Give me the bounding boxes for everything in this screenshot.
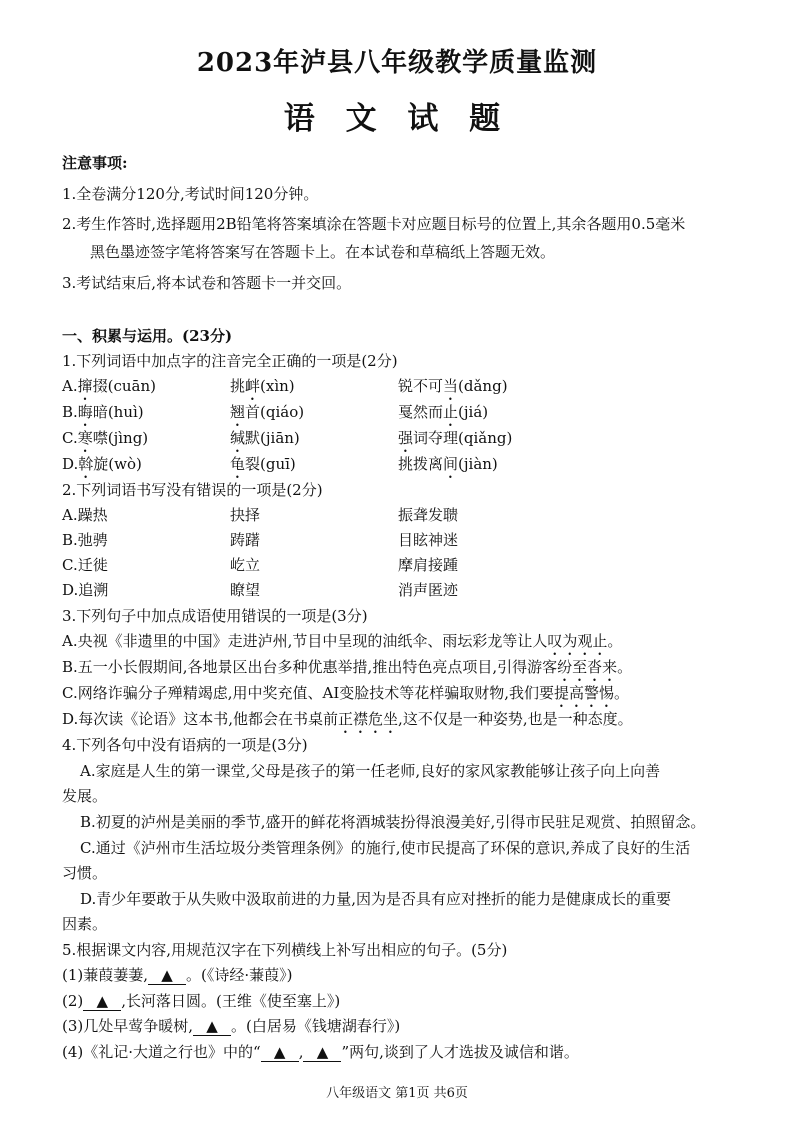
q4-option-a: A.家庭是人生的第一课堂,父母是孩子的第一任老师,良好的家风家教能够让孩子向上向善: [80, 762, 661, 780]
notice-heading: 注意事项:: [62, 154, 128, 172]
q1-option-a: A.撺掇(cuān): [62, 377, 156, 395]
q1-option-d-word2: 龟裂(guī): [230, 455, 296, 473]
q2-option-d-word2: 瞭望: [230, 581, 261, 599]
q5-line-1: (1)蒹葭萋萋, ▲ 。(《诗经·蒹葭》): [62, 966, 293, 984]
q2-stem: 2.下列词语书写没有错误的一项是(2分): [62, 481, 323, 499]
q1-stem: 1.下列词语中加点字的注音完全正确的一项是(2分): [62, 352, 398, 370]
q4-option-d: D.青少年要敢于从失败中汲取前进的力量,因为是否具有应对挫折的能力是健康成长的重要: [80, 890, 672, 908]
q1-option-d: D.斡旋(wò): [62, 455, 142, 473]
q4-option-c: C.通过《泸州市生活垃圾分类管理条例》的施行,使市民提高了环保的意识,养成了良好的生活: [80, 839, 691, 857]
q3-option-a: A.央视《非遗里的中国》走进泸州,节目中呈现的油纸伞、雨坛彩龙等让人叹为观止。: [62, 632, 623, 650]
q2-option-b-word2: 踌躇: [230, 531, 261, 549]
notice-item-3: 3.考试结束后,将本试卷和答题卡一并交回。: [62, 274, 352, 292]
q5-line-4: (4)《礼记·大道之行也》中的“ ▲ , ▲ ”两句,谈到了人才选拔及诚信和谐。: [62, 1043, 579, 1061]
q1-option-a-word3: 锐不可当(dǎng): [398, 377, 508, 395]
q1-option-b-word3: 戛然而止(jiá): [398, 403, 489, 421]
q3-option-b: B.五一小长假期间,各地景区出台多种优惠举措,推出特色亮点项目,引得游客纷至沓来。: [62, 658, 633, 676]
notice-item-2: 2.考生作答时,选择题用2B铅笔将答案填涂在答题卡对应题目标号的位置上,其余各题用0.5毫米: [62, 215, 686, 233]
q4-option-d-cont: 因素。: [62, 915, 108, 933]
notice-item-2-cont: 黑色墨迹签字笔将答案写在答题卡上。在本试卷和草稿纸上答题无效。: [90, 243, 556, 261]
q1-option-c: C.寒噤(jìng): [62, 429, 149, 447]
q4-stem: 4.下列各句中没有语病的一项是(3分): [62, 736, 308, 754]
subject-title: 语 文 试 题: [283, 101, 511, 137]
q4-option-c-cont: 习惯。: [62, 864, 108, 882]
section-1-heading: 一、积累与运用。(23分): [62, 327, 233, 345]
q2-option-a-word3: 振聋发聩: [398, 506, 459, 524]
answer-blank[interactable]: ▲: [83, 992, 121, 1011]
q2-option-a-word2: 抉择: [230, 506, 261, 524]
q3-stem: 3.下列句子中加点成语使用错误的一项是(3分): [62, 607, 368, 625]
q2-option-c-word3: 摩肩接踵: [398, 556, 459, 574]
q1-option-d-word3: 挑拨离间(jiàn): [398, 455, 498, 473]
answer-blank[interactable]: ▲: [303, 1043, 341, 1062]
q3-option-d: D.每次读《论语》这本书,他都会在书桌前正襟危坐,这不仅是一种姿势,也是一种态度。: [62, 710, 633, 728]
exam-title: 2023年泸县八年级教学质量监测: [196, 48, 598, 78]
q1-option-b-word2: 翘首(qiáo): [230, 403, 305, 421]
q5-stem: 5.根据课文内容,用规范汉字在下列横线上补写出相应的句子。(5分): [62, 941, 508, 959]
q2-option-c: C.迁徙: [62, 556, 108, 574]
q2-option-a: A.躁热: [62, 506, 108, 524]
q2-option-d-word3: 消声匿迹: [398, 581, 459, 599]
answer-blank[interactable]: ▲: [193, 1017, 231, 1036]
q3-option-c: C.网络诈骗分子殚精竭虑,用中奖充值、AI变脸技术等花样骗取财物,我们要提高警惕。: [62, 684, 630, 702]
q1-option-a-word2: 挑衅(xìn): [230, 377, 295, 395]
q2-option-d: D.追溯: [62, 581, 109, 599]
answer-blank[interactable]: ▲: [261, 1043, 299, 1062]
q1-option-c-word2: 缄默(jiān): [230, 429, 300, 447]
q1-option-b: B.晦暗(huì): [62, 403, 144, 421]
q5-line-3: (3)几处早莺争暖树, ▲ 。(白居易《钱塘湖春行》): [62, 1017, 401, 1035]
page-footer: 八年级语文 第1页 共6页: [326, 1086, 468, 1101]
q1-option-c-word3: 强词夺理(qiǎng): [398, 429, 513, 447]
q5-line-2: (2) ▲ ,长河落日圆。(王维《使至塞上》): [62, 992, 341, 1010]
q4-option-a-cont: 发展。: [62, 787, 108, 805]
q2-option-b: B.弛骋: [62, 531, 108, 549]
notice-item-1: 1.全卷满分120分,考试时间120分钟。: [62, 185, 319, 203]
q4-option-b: B.初夏的泸州是美丽的季节,盛开的鲜花将酒城装扮得浪漫美好,引得市民驻足观赏、拍照留念。: [80, 813, 706, 831]
q2-option-c-word2: 屹立: [230, 556, 261, 574]
q2-option-b-word3: 目眩神迷: [398, 531, 459, 549]
answer-blank[interactable]: ▲: [148, 966, 186, 985]
